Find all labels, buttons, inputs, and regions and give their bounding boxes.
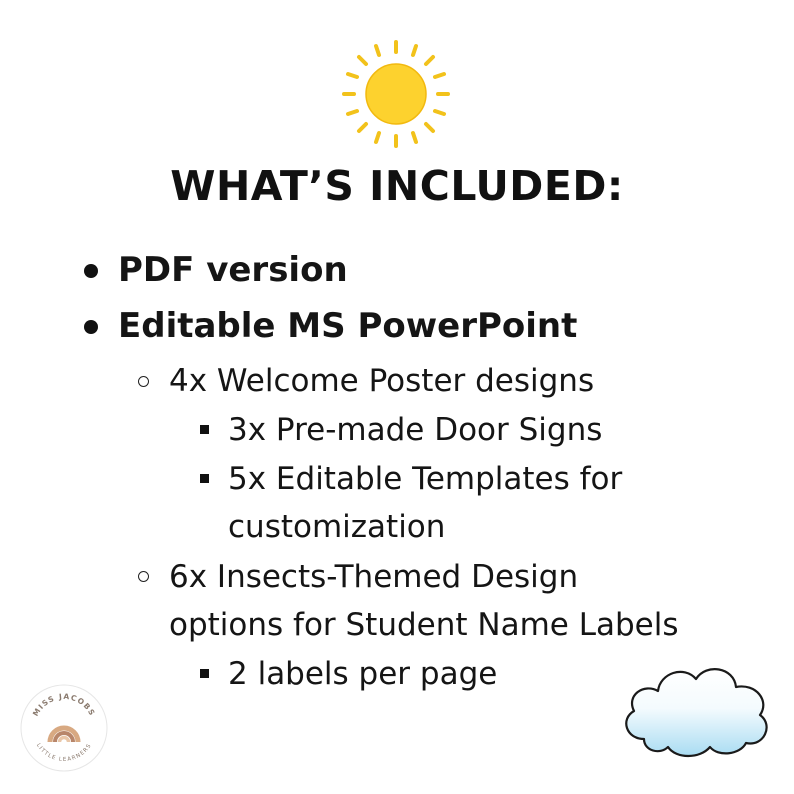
list-item-welcome-posters: 4x Welcome Poster designs <box>169 363 595 399</box>
list-item-labels-per-page: 2 labels per page <box>228 656 498 692</box>
brand-logo <box>20 684 108 772</box>
bullet-dot-icon <box>84 320 98 334</box>
bullet-circle-icon <box>138 571 149 582</box>
bullet-dot-icon <box>84 264 98 278</box>
bullet-square-icon <box>200 474 209 483</box>
cloud-icon <box>618 655 774 763</box>
list-item-editable-templates-cont: customization <box>228 509 446 545</box>
bullet-square-icon <box>200 669 209 678</box>
list-item-insect-designs-cont: options for Student Name Labels <box>169 607 679 643</box>
list-item-pdf: PDF version <box>118 250 348 290</box>
logo-top-text: MISS JACOBS <box>30 691 98 718</box>
list-item-editable-templates: 5x Editable Templates for <box>228 461 623 497</box>
list-item-insect-designs: 6x Insects-Themed Design <box>169 559 579 595</box>
list-item-door-signs: 3x Pre-made Door Signs <box>228 412 603 448</box>
bullet-square-icon <box>200 425 209 434</box>
logo-bottom-text: LITTLE LEARNERS <box>34 742 94 764</box>
sun-icon <box>338 36 454 152</box>
list-item-powerpoint: Editable MS PowerPoint <box>118 306 578 346</box>
bullet-circle-icon <box>138 376 149 387</box>
page-title: WHAT’S INCLUDED: <box>170 162 624 210</box>
